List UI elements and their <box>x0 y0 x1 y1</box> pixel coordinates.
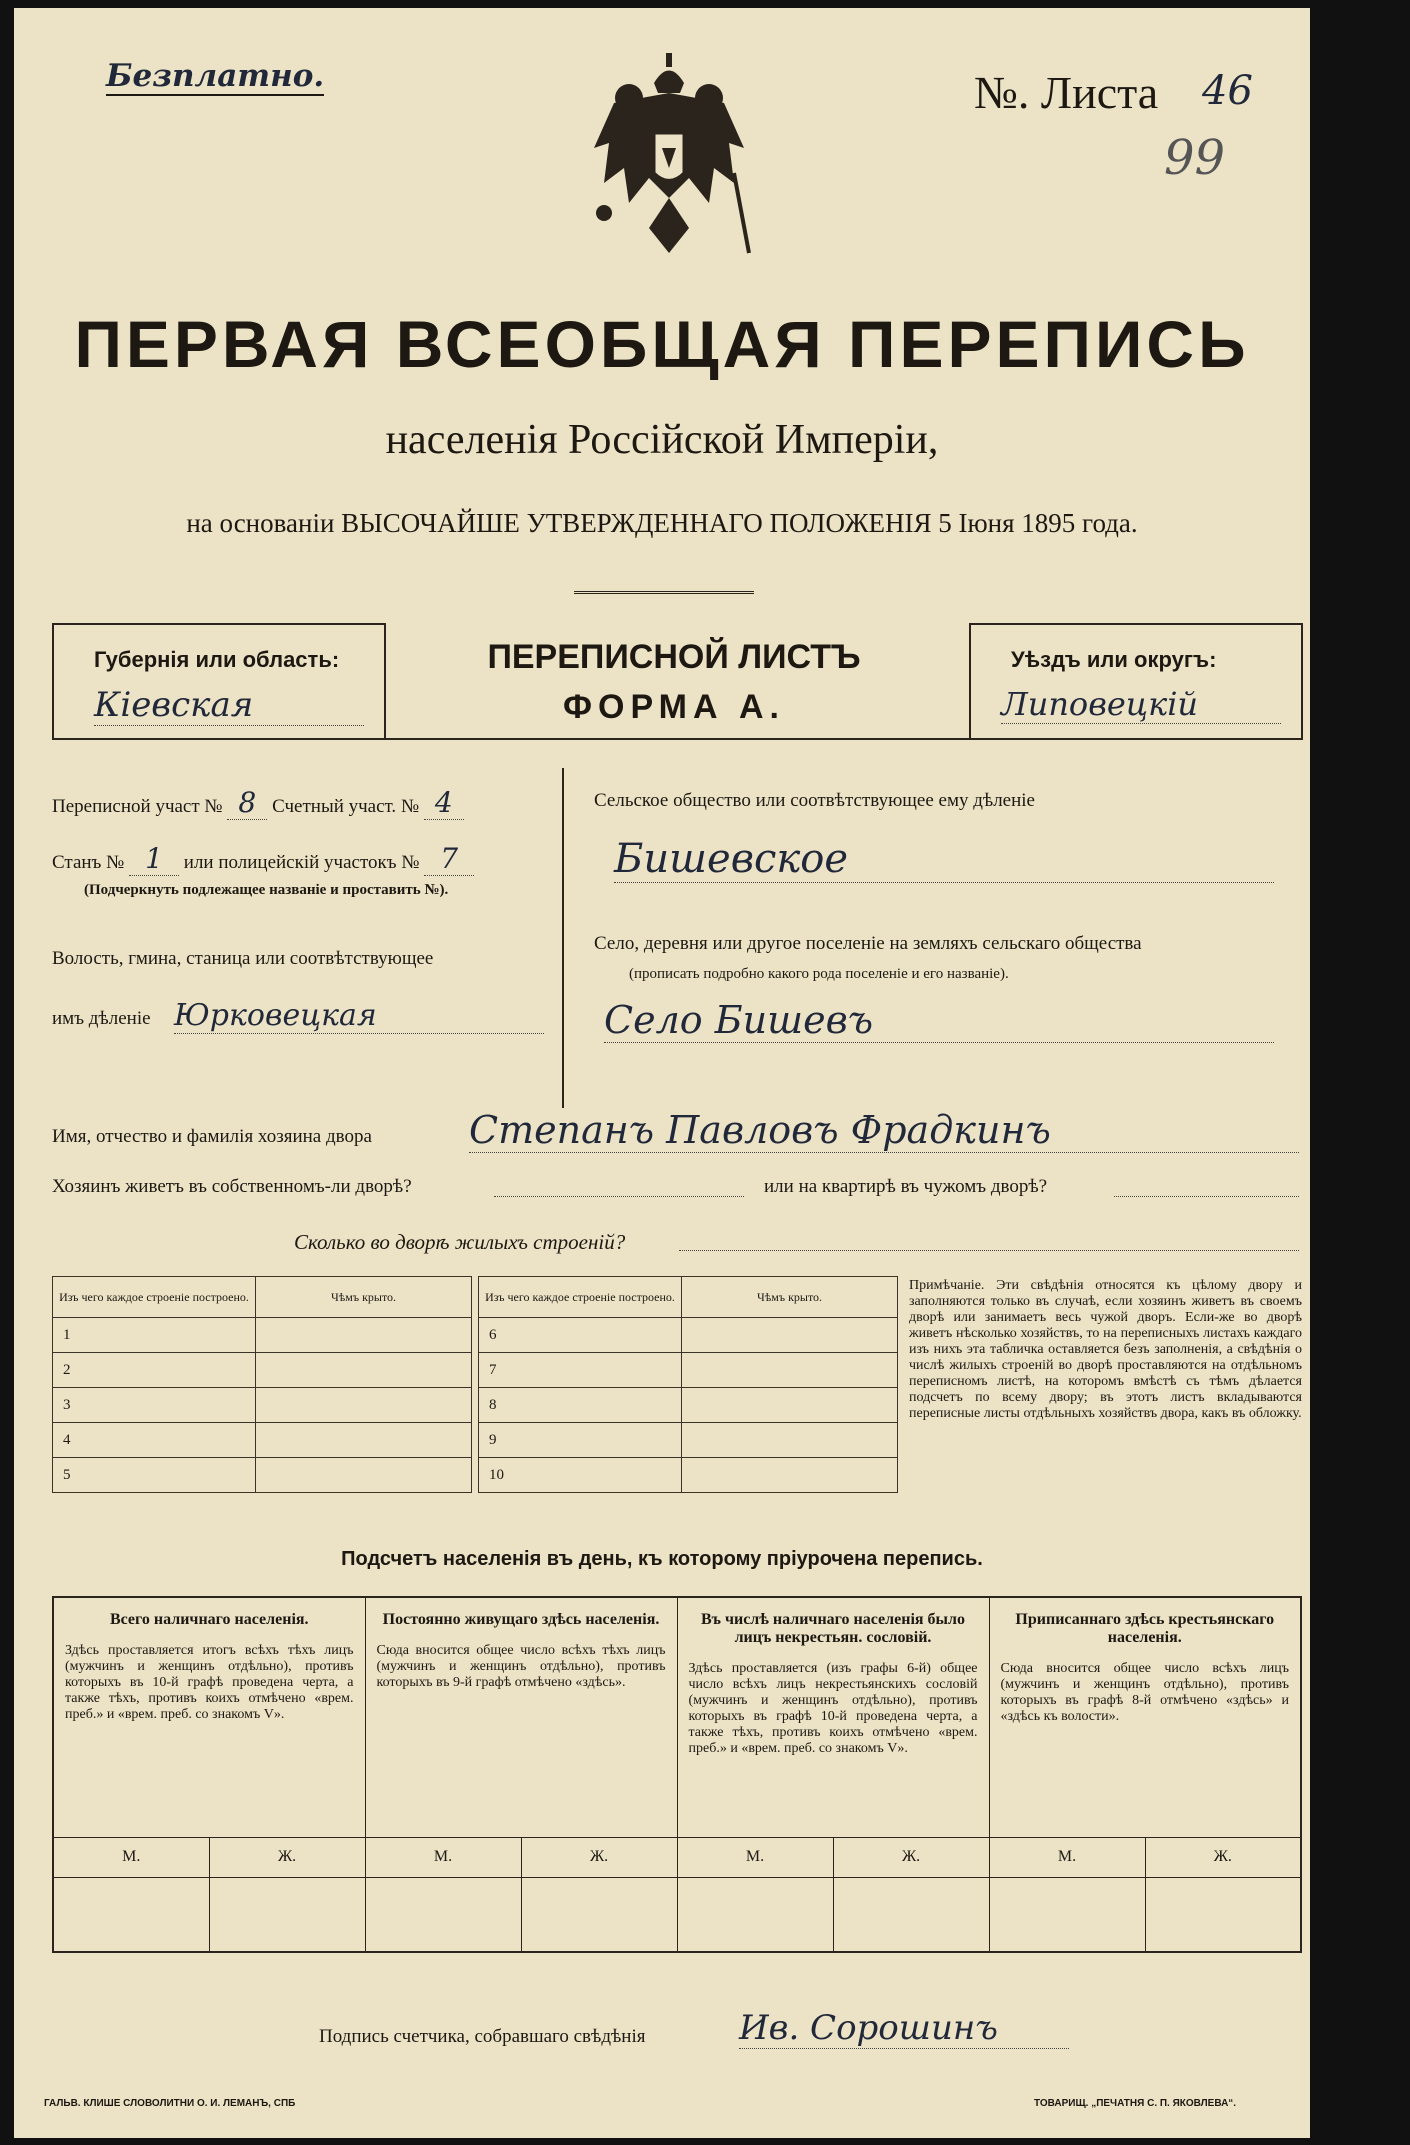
count-cell <box>833 1877 989 1952</box>
count-cell <box>53 1877 209 1952</box>
buildings-col2-right: Чѣмъ крыто. <box>682 1277 898 1318</box>
police-no: № <box>401 852 420 873</box>
male-header: М. <box>677 1837 833 1877</box>
table-row: 7 <box>479 1353 898 1388</box>
table-row: 5 <box>53 1458 472 1493</box>
buildings-table-right <box>478 1276 898 1493</box>
count-cell <box>1145 1877 1301 1952</box>
province-label: Губернія или область: <box>94 647 340 672</box>
population-table <box>52 1596 1302 1953</box>
police-value: 7 <box>424 842 474 876</box>
volost-label-2: имъ дѣленіе <box>52 1008 151 1029</box>
fields-divider <box>562 768 564 1108</box>
double-headed-eagle-emblem <box>584 53 754 268</box>
buildings-answer <box>679 1250 1299 1251</box>
census-area-label: Переписной участ <box>52 796 200 817</box>
table-row: 9 <box>479 1423 898 1458</box>
census-sheet <box>14 8 1310 2138</box>
basis-line: на основаніи ВЫСОЧАЙШЕ УТВЕРЖДЕННАГО ПОЛОЖЕНІЯ 5 Іюня 1895 года. <box>186 508 1138 538</box>
buildings-table-left <box>52 1276 472 1493</box>
male-header: М. <box>53 1837 209 1877</box>
district-label: Уѣздъ или округъ: <box>1011 647 1217 672</box>
table-row: 2 <box>53 1353 472 1388</box>
count-cell <box>989 1877 1145 1952</box>
table-row: 8 <box>479 1388 898 1423</box>
own-yard-answer <box>494 1196 744 1197</box>
census-area-row <box>52 786 464 820</box>
owner-name-value: Степанъ Павловъ Фрадкинъ <box>469 1108 1299 1153</box>
main-title: ПЕРВАЯ ВСЕОБЩАЯ ПЕРЕПИСЬ <box>74 307 1250 381</box>
census-area-no: № <box>204 796 223 817</box>
society-label: Сельское общество или соотвѣтствующее ему дѣленіе <box>594 790 1035 811</box>
female-header: Ж. <box>1145 1837 1301 1877</box>
signature-value: Ив. Сорошинъ <box>739 2008 1069 2049</box>
male-header: М. <box>989 1837 1145 1877</box>
free-label: Безплатно. <box>106 58 325 94</box>
female-header: Ж. <box>209 1837 365 1877</box>
buildings-col1-right: Изъ чего каждое строеніе построено. <box>479 1277 682 1318</box>
sheet-number-pencil: 99 <box>1164 130 1226 186</box>
ornament-divider <box>574 591 754 594</box>
owner-name-label: Имя, отчество и фамилія хозяина двора <box>52 1126 372 1147</box>
apartment-label: или на квартирѣ въ чужомъ дворѣ? <box>764 1176 1048 1197</box>
population-col-non-peasant: Въ числѣ наличнаго населенія было лицъ некрестьян. сословій. Здѣсь проставляется (изъ графы 6-й) общее число всѣхъ лицъ некрестьянскихъ сословій (мужчинъ и женщинъ отдѣльно), противъ которыхъ въ графѣ 10-й проведена черта, а также тѣхъ, противъ коихъ отмѣчено «врем. преб.» и «врем. преб. со знакомъ V». <box>677 1597 989 1837</box>
stan-note: (Подчеркнуть подлежащее названіе и проставить №). <box>84 882 449 898</box>
table-row: 1 <box>53 1318 472 1353</box>
count-cell <box>365 1877 521 1952</box>
village-note: (прописать подробно какого рода поселеніе и его названіе). <box>629 966 1009 982</box>
table-row: 4 <box>53 1423 472 1458</box>
count-cell <box>521 1877 677 1952</box>
population-col-total: Всего наличнаго населенія. Здѣсь проставляется итогъ всѣхъ тѣхъ лицъ (мужчинъ и женщинъ отдѣльно), противъ которыхъ въ 10-й графѣ проведена черта, а также тѣхъ, противъ коихъ отмѣчено «врем. преб.» и «врем. преб. со знакомъ V». <box>53 1597 365 1837</box>
printer-left: ГАЛЬВ. КЛИШЕ СЛОВОЛИТНИ О. И. ЛЕМАНЪ, СПБ <box>44 2098 296 2109</box>
sheet-number-label: №. Листа <box>974 67 1159 118</box>
printer-right: ТОВАРИЩ. „ПЕЧАТНЯ С. П. ЯКОВЛЕВА“. <box>1034 2098 1237 2109</box>
district-value: Липовецкій <box>1001 685 1281 724</box>
population-col-permanent: Постоянно живущаго здѣсь населенія. Сюда вносится общее число всѣхъ тѣхъ лицъ (мужчинъ и женщинъ отдѣльно), противъ которыхъ въ 9-й графѣ отмѣчено «здѣсь». <box>365 1597 677 1837</box>
table-row: 6 <box>479 1318 898 1353</box>
buildings-col2: Чѣмъ крыто. <box>256 1277 472 1318</box>
province-value: Кіевская <box>94 685 364 726</box>
table-row: 10 <box>479 1458 898 1493</box>
volost-label: Волость, гмина, станица или соотвѣтствующее <box>52 948 434 969</box>
census-area-value: 8 <box>227 786 267 820</box>
header-rule <box>52 738 1301 740</box>
count-area-no: № <box>400 796 420 817</box>
volost-value: Юрковецкая <box>174 998 544 1034</box>
count-cell <box>209 1877 365 1952</box>
count-area-label: Счетный участ. <box>272 796 397 817</box>
village-value: Село Бишевъ <box>604 998 1274 1043</box>
police-label: или полицейскій участокъ <box>183 852 397 873</box>
female-header: Ж. <box>521 1837 677 1877</box>
apartment-answer <box>1114 1196 1299 1197</box>
sheet-number-value: 46 <box>1202 68 1253 114</box>
stan-no: № <box>106 852 125 873</box>
population-heading: Подсчетъ населенія въ день, къ которому пріурочена перепись. <box>341 1548 983 1570</box>
buildings-col1: Изъ чего каждое строеніе построено. <box>53 1277 256 1318</box>
sheet-title: ПЕРЕПИСНОЙ ЛИСТЪ <box>487 638 861 676</box>
population-col-peasant: Приписаннаго здѣсь крестьянскаго населенія. Сюда вносится общее число всѣхъ лицъ (мужчинъ и женщинъ отдѣльно), противъ которыхъ въ графѣ 8-й отмѣчено «здѣсь» и «здѣсь къ волости». <box>989 1597 1301 1837</box>
female-header: Ж. <box>833 1837 989 1877</box>
subtitle: населенія Россійской Имперіи, <box>385 417 939 463</box>
district-box <box>969 623 1303 740</box>
buildings-note: Примѣчаніе. Эти свѣдѣнія относятся къ цѣлому двору и заполняются только въ случаѣ, если хозяинъ живетъ въ своемъ дворѣ или занимаетъ весь чужой дворъ. Если-же во дворѣ живетъ нѣсколько хозяйствъ, то на переписныхъ листахъ каждаго изъ нихъ эта табличка оставляется безъ заполненія, а свѣдѣнія о числѣ жилыхъ строеній во дворѣ проставляются на отдѣльномъ переписномъ листѣ, на которомъ вмѣстѣ съ тѣмъ дѣлается подсчетъ по всему двору; въ этотъ листъ вкладываются переписные листы отдѣльныхъ хозяйствъ двора, какъ въ обложку. <box>909 1278 1302 1421</box>
stan-label: Станъ <box>52 852 102 873</box>
stan-row <box>52 842 474 876</box>
stan-value: 1 <box>129 842 179 876</box>
own-yard-label: Хозяинъ живетъ въ собственномъ-ли дворѣ? <box>52 1176 412 1197</box>
village-label: Село, деревня или другое поселеніе на земляхъ сельскаго общества <box>594 933 1142 954</box>
count-area-value: 4 <box>424 786 464 820</box>
signature-label: Подпись счетчика, собравшаго свѣдѣнія <box>319 2026 646 2047</box>
province-box <box>52 623 386 740</box>
count-cell <box>677 1877 833 1952</box>
table-row: 3 <box>53 1388 472 1423</box>
buildings-question: Сколько во дворѣ жилыхъ строеній? <box>294 1230 626 1254</box>
form-name: ФОРМА А. <box>562 688 786 726</box>
society-value: Бишевское <box>614 836 1274 883</box>
male-header: М. <box>365 1837 521 1877</box>
